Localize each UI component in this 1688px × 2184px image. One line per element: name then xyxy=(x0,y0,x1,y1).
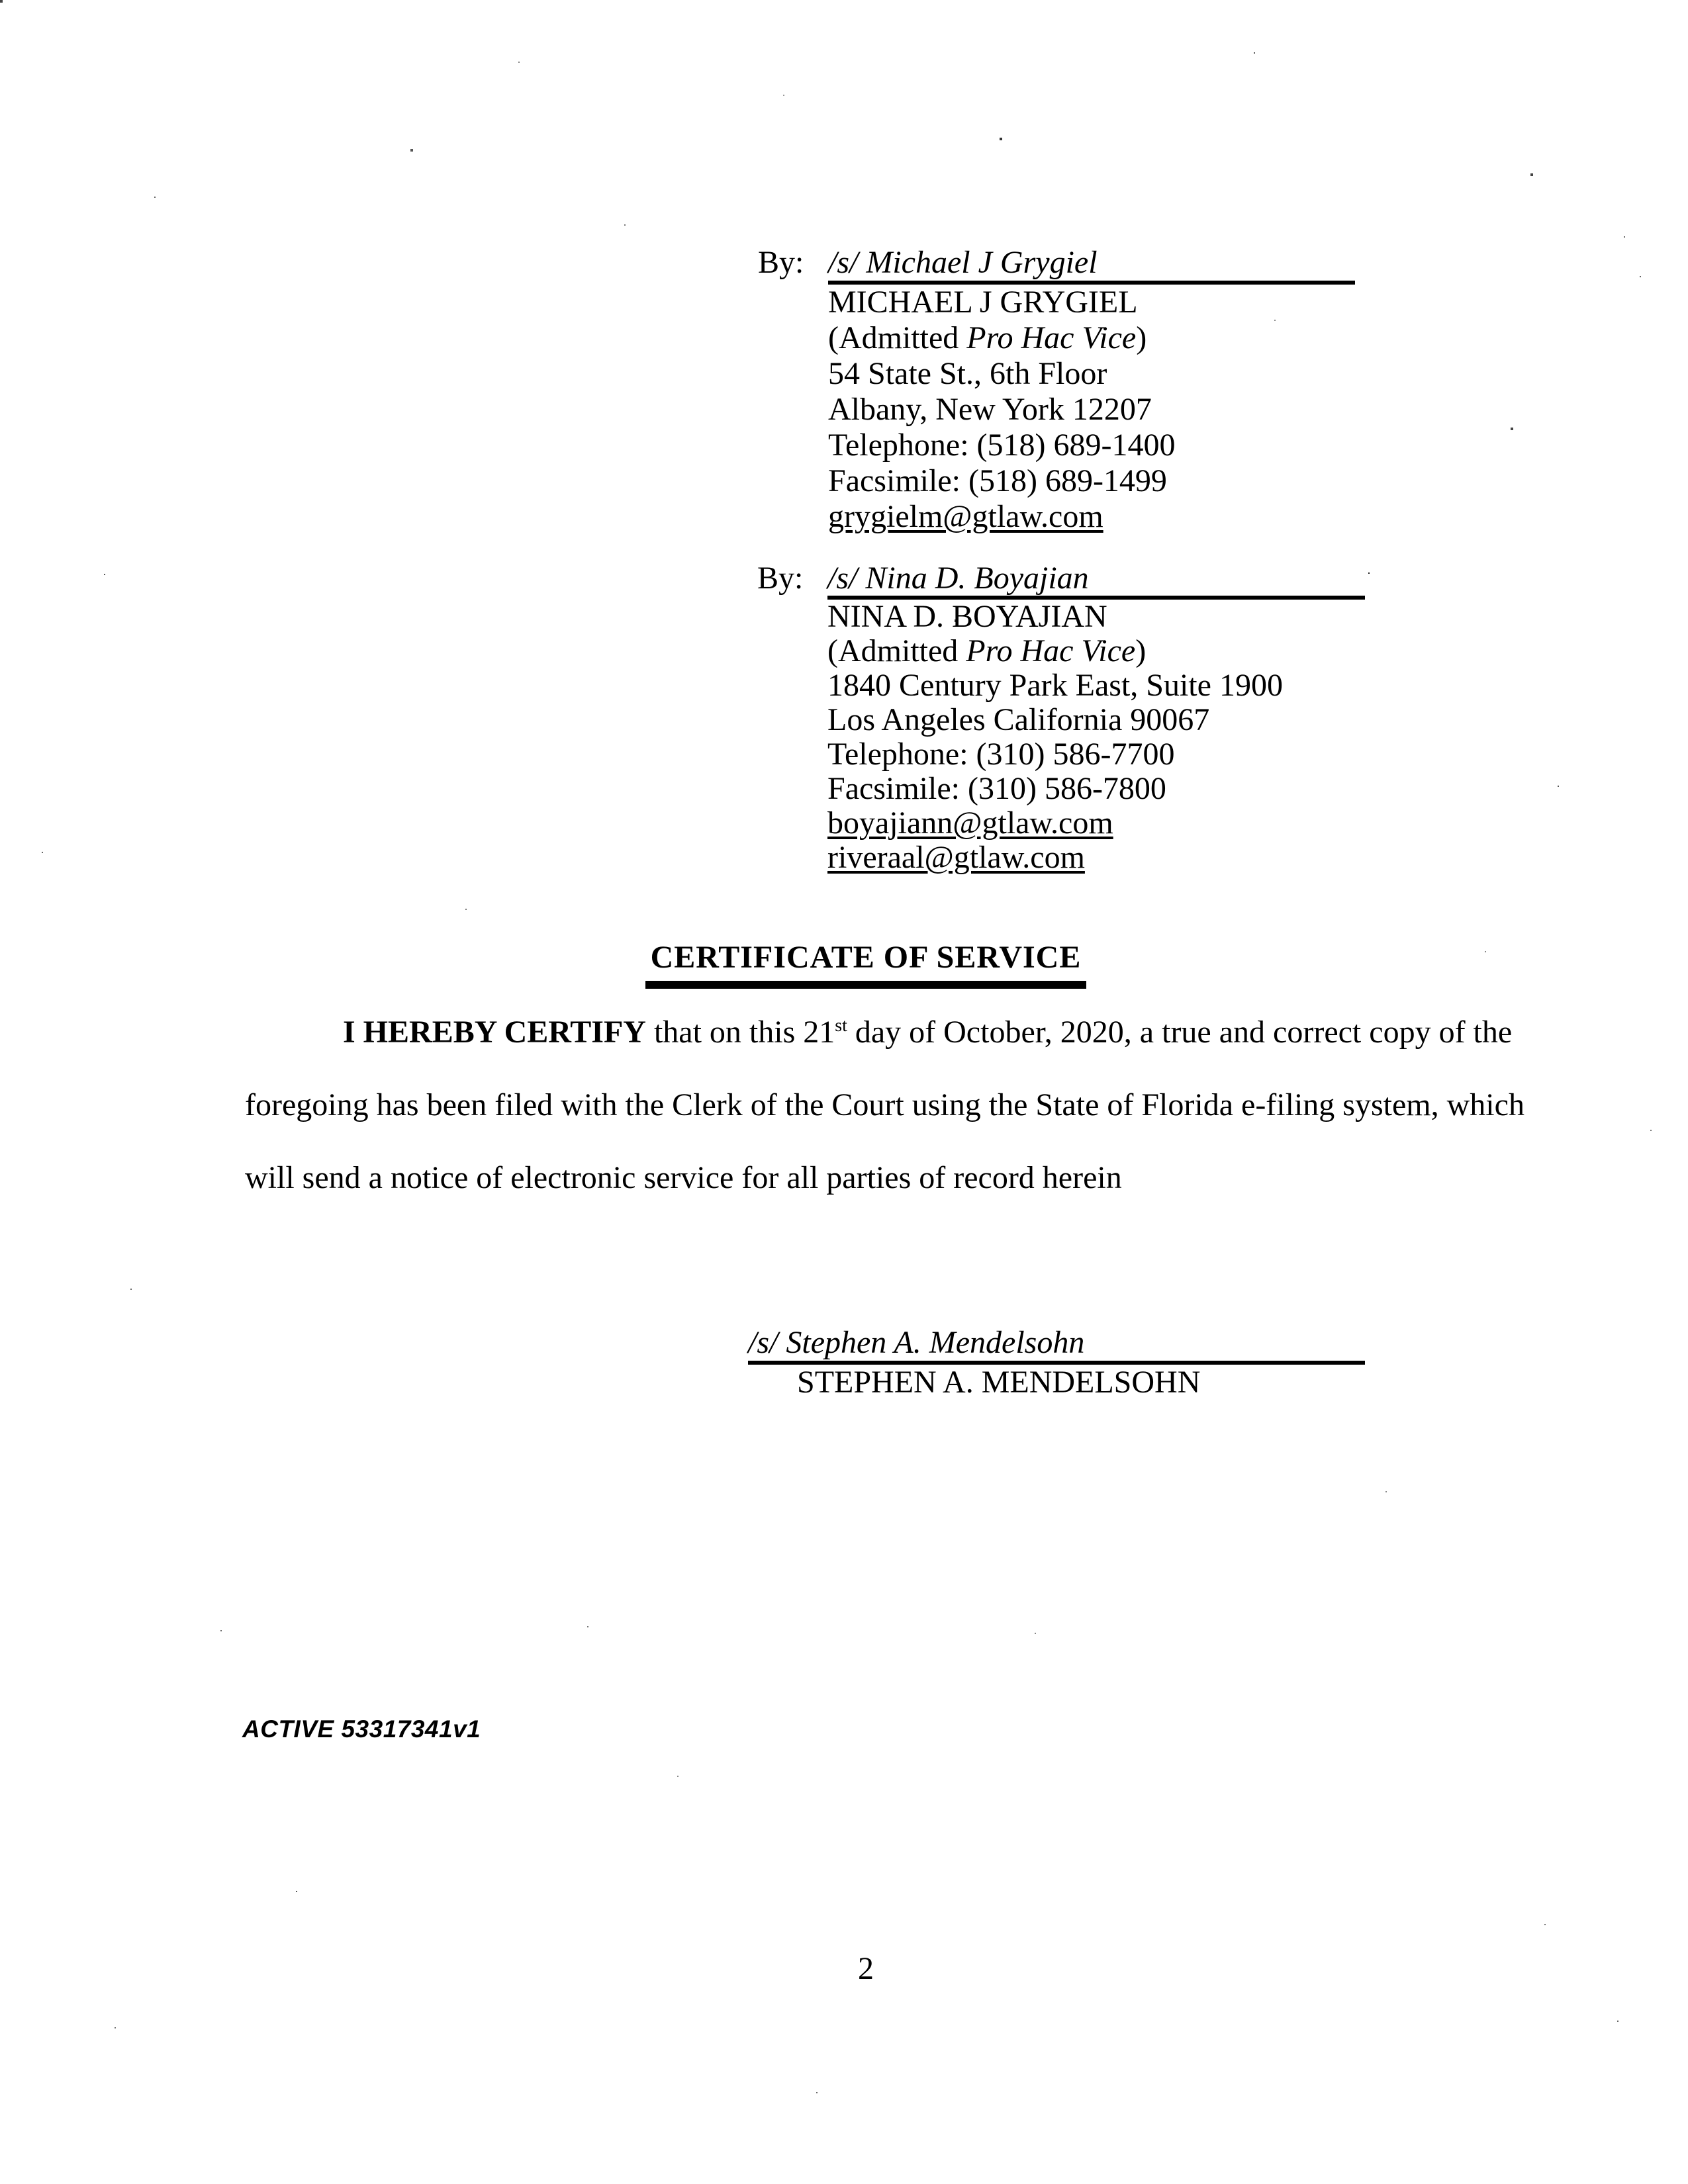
admission-line xyxy=(828,320,1355,356)
closing-signature-block xyxy=(748,1325,1365,1400)
certify-line-1-mid: that on this 21 xyxy=(645,1015,835,1050)
signature-script: /s/ Stephen A. Mendelsohn xyxy=(748,1325,1365,1365)
signature-block-boyajian xyxy=(757,561,1365,875)
admitted-prefix: (Admitted xyxy=(827,633,966,668)
certify-line-3 xyxy=(245,1142,1487,1214)
telephone-line: Telephone: (310) 586-7700 xyxy=(827,737,1175,772)
scan-noise-specks xyxy=(0,0,3,3)
attorney-details xyxy=(827,600,1365,875)
document-control-number: ACTIVE 53317341v1 xyxy=(242,1715,481,1743)
telephone-line: Telephone: (518) 689-1400 xyxy=(828,428,1176,463)
page-number: 2 xyxy=(858,1951,874,1986)
admitted-prefix: (Admitted xyxy=(828,320,967,355)
facsimile-line: Facsimile: (518) 689-1499 xyxy=(828,463,1167,498)
by-label: By: xyxy=(757,561,804,596)
signer-name: STEPHEN A. MENDELSOHN xyxy=(797,1365,1201,1400)
certify-line-2-text: foregoing has been filed with the Clerk of the Court using the State of Florida e-filing system, which xyxy=(245,1087,1524,1122)
certify-line-2 xyxy=(245,1069,1524,1142)
address-city: Los Angeles California 90067 xyxy=(827,702,1210,737)
certificate-of-service-title: CERTIFICATE OF SERVICE xyxy=(645,940,1087,989)
certify-line-1 xyxy=(245,996,1513,1069)
email-address: boyajiann@gtlaw.com xyxy=(827,805,1113,841)
address-street: 1840 Century Park East, Suite 1900 xyxy=(827,668,1283,703)
address-city: Albany, New York 12207 xyxy=(828,392,1152,427)
signature-line-row xyxy=(757,561,1365,600)
signature-line-row xyxy=(748,1325,1365,1365)
attorney-details xyxy=(828,285,1355,535)
signature-block-grygiel xyxy=(758,245,1355,535)
certify-bold-phrase: I HEREBY CERTIFY xyxy=(343,1015,646,1050)
admitted-latin: Pro Hac Vice xyxy=(966,633,1136,668)
certificate-body xyxy=(245,996,1524,1214)
email-address: grygielm@gtlaw.com xyxy=(828,499,1103,534)
signature-script: /s/ Michael J Grygiel xyxy=(828,245,1355,285)
admission-line xyxy=(827,634,1365,668)
attorney-name: MICHAEL J GRYGIEL xyxy=(828,285,1138,320)
email-address: riveraal@gtlaw.com xyxy=(827,840,1085,875)
admitted-suffix: ) xyxy=(1135,633,1147,668)
facsimile-line: Facsimile: (310) 586-7800 xyxy=(827,771,1166,806)
admitted-suffix: ) xyxy=(1136,320,1147,355)
certify-line-3-text: will send a notice of electronic service for all parties of record herein xyxy=(245,1160,1122,1195)
signature-script: /s/ Nina D. Boyajian xyxy=(827,561,1365,600)
ordinal-superscript: st xyxy=(835,1015,847,1036)
certify-line-1-rest: day of October, 2020, a true and correct copy of the xyxy=(847,1015,1513,1050)
attorney-name: NINA D. BOYAJIAN xyxy=(827,599,1107,634)
certificate-heading-row xyxy=(245,940,1487,989)
by-label: By: xyxy=(758,245,804,280)
signature-line-row xyxy=(758,245,1355,285)
address-street: 54 State St., 6th Floor xyxy=(828,356,1107,391)
admitted-latin: Pro Hac Vice xyxy=(966,320,1137,355)
